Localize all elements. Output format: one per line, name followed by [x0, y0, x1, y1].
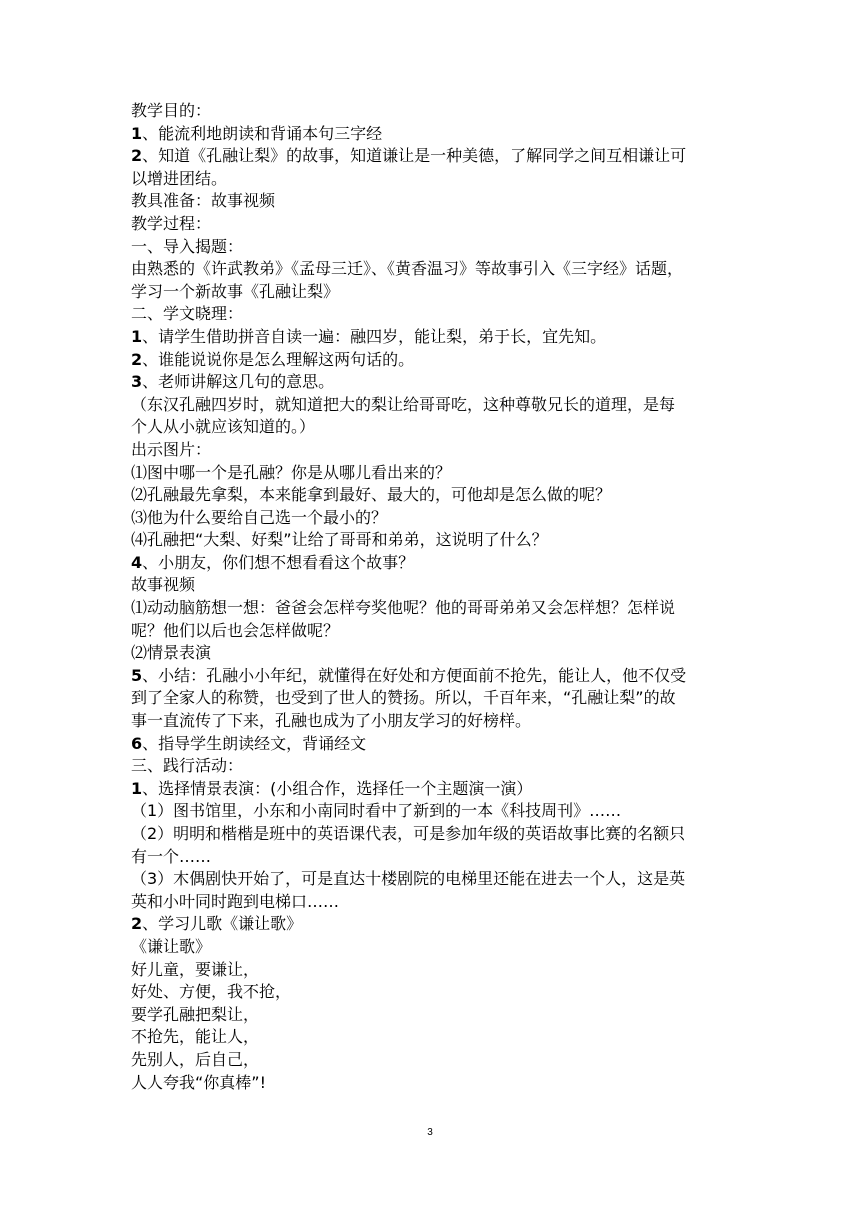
- text-line: [131, 462, 741, 485]
- line-text: 、老师讲解这几句的意思。: [142, 372, 335, 392]
- item-number: 1: [131, 123, 143, 143]
- line-text: 先别人，后自己，: [131, 1049, 260, 1069]
- item-number: 6: [131, 733, 143, 753]
- line-text: （3）木偶剧快开始了，可是直达十楼剧院的电梯里还能在进去一个人，这是英: [131, 869, 686, 889]
- item-number: 2: [131, 146, 143, 166]
- text-line: [131, 100, 741, 123]
- line-text: 人人夸我“你真棒”!: [131, 1072, 266, 1092]
- line-text: 、知道《孔融让梨》的故事，知道谦让是一种美德，了解同学之间互相谦让可: [142, 146, 687, 166]
- document-body: [131, 100, 741, 1094]
- line-text: 、选择情景表演：(小组合作，选择任一个主题演一演）: [142, 778, 533, 798]
- text-line: [131, 303, 741, 326]
- text-line: [131, 123, 741, 146]
- line-text: 、小朋友，你们想不想看看这个故事？: [142, 552, 415, 572]
- item-number: 1: [131, 326, 143, 346]
- line-text: 呢？他们以后也会怎样做呢？: [131, 620, 340, 640]
- text-line: [131, 1004, 741, 1027]
- text-line: [131, 846, 741, 869]
- text-line: [131, 281, 741, 304]
- text-line: [131, 507, 741, 530]
- line-text: 出示图片：: [131, 439, 212, 459]
- text-line: [131, 868, 741, 891]
- text-line: [131, 326, 741, 349]
- text-line: [131, 552, 741, 575]
- text-line: [131, 823, 741, 846]
- page-number: 3: [427, 1127, 433, 1138]
- text-line: [131, 529, 741, 552]
- text-line: [131, 236, 741, 259]
- line-text: ⑵孔融最先拿梨，本来能拿到最好、最大的，可他却是怎么做的呢？: [131, 485, 612, 505]
- item-number: 2: [131, 349, 143, 369]
- line-text: 教学过程：: [131, 213, 212, 233]
- text-line: [131, 733, 741, 756]
- line-text: 、小结：孔融小小年纪，就懂得在好处和方便面前不抢先，能让人，他不仅受: [142, 665, 687, 685]
- text-line: [131, 936, 741, 959]
- text-line: [131, 1049, 741, 1072]
- line-text: （2）明明和楷楷是班中的英语课代表，可是参加年级的英语故事比赛的名额只: [131, 824, 686, 843]
- text-line: [131, 665, 741, 688]
- line-text: ⑵情景表演: [131, 643, 212, 663]
- line-text: 学习一个新故事《孔融让梨》: [131, 281, 340, 301]
- line-text: 好儿童，要谦让，: [131, 959, 260, 979]
- text-line: [131, 145, 741, 168]
- line-text: 、请学生借助拼音自读一遍：融四岁，能让梨，弟于长，宜先知。: [142, 326, 607, 346]
- text-line: [131, 190, 741, 213]
- text-line: [131, 891, 741, 914]
- text-line: [131, 394, 741, 417]
- text-line: [131, 913, 741, 936]
- line-text: 、学习儿歌《谦让歌》: [142, 914, 303, 934]
- text-line: [131, 981, 741, 1004]
- item-number: 1: [131, 778, 143, 798]
- text-line: [131, 484, 741, 507]
- text-line: [131, 800, 741, 823]
- text-line: [131, 778, 741, 801]
- line-text: ⑴图中哪一个是孔融？你是从哪儿看出来的？: [131, 462, 452, 482]
- line-text: 故事视频: [131, 575, 196, 595]
- line-text: ⑴动动脑筋想一想：爸爸会怎样夸奖他呢？他的哥哥弟弟又会怎样想？怎样说: [131, 598, 676, 618]
- line-text: ⑶他为什么要给自己选一个最小的？: [131, 507, 388, 527]
- line-text: 三、践行活动：: [131, 756, 244, 776]
- line-text: 一、导入揭题：: [131, 236, 244, 256]
- line-text: 个人从小就应该知道的。）: [131, 417, 316, 437]
- line-text: ⑷孔融把“大梨、好梨”让给了哥哥和弟弟，这说明了什么？: [131, 530, 548, 550]
- text-line: [131, 1072, 741, 1095]
- text-line: [131, 213, 741, 236]
- line-text: （东汉孔融四岁时，就知道把大的梨让给哥哥吃，这种尊敬兄长的道理，是每: [131, 394, 676, 414]
- line-text: 事一直流传了下来，孔融也成为了小朋友学习的好榜样。: [131, 711, 532, 731]
- line-text: 到了全家人的称赞，也受到了世人的赞扬。所以，千百年来，“孔融让梨”的故: [131, 688, 676, 708]
- line-text: 要学孔融把梨让，: [131, 1004, 260, 1024]
- text-line: [131, 168, 741, 191]
- text-line: [131, 620, 741, 643]
- line-text: 教具准备：故事视频: [131, 191, 276, 211]
- line-text: 《谦让歌》: [131, 936, 212, 956]
- line-text: 二、学文晓理：: [131, 304, 244, 324]
- line-text: （1）图书馆里，小东和小南同时看中了新到的一本《科技周刊》……: [131, 801, 622, 821]
- text-line: [131, 371, 741, 394]
- item-number: 5: [131, 665, 143, 685]
- line-text: 、指导学生朗读经文，背诵经文: [142, 733, 367, 753]
- text-line: [131, 755, 741, 778]
- line-text: 好处、方便，我不抢，: [131, 982, 292, 1002]
- text-line: [131, 349, 741, 372]
- line-text: 、能流利地朗读和背诵本句三字经: [142, 123, 383, 143]
- text-line: [131, 959, 741, 982]
- line-text: 由熟悉的《许武教弟》《孟母三迁》、《黄香温习》等故事引入《三字经》话题，: [131, 259, 684, 279]
- text-line: [131, 258, 741, 281]
- text-line: [131, 687, 741, 710]
- line-text: 教学目的：: [131, 101, 212, 120]
- text-line: [131, 416, 741, 439]
- line-text: 以增进团结。: [131, 168, 228, 188]
- text-line: [131, 710, 741, 733]
- line-text: 有一个……: [131, 846, 212, 866]
- text-line: [131, 1026, 741, 1049]
- text-line: [131, 574, 741, 597]
- line-text: 、谁能说说你是怎么理解这两句话的。: [142, 349, 415, 369]
- line-text: 英和小叶同时跑到电梯口……: [131, 891, 340, 911]
- item-number: 3: [131, 372, 143, 392]
- text-line: [131, 642, 741, 665]
- text-line: [131, 439, 741, 462]
- item-number: 4: [131, 552, 143, 572]
- text-line: [131, 597, 741, 620]
- item-number: 2: [131, 914, 143, 934]
- line-text: 不抢先，能让人，: [131, 1027, 260, 1047]
